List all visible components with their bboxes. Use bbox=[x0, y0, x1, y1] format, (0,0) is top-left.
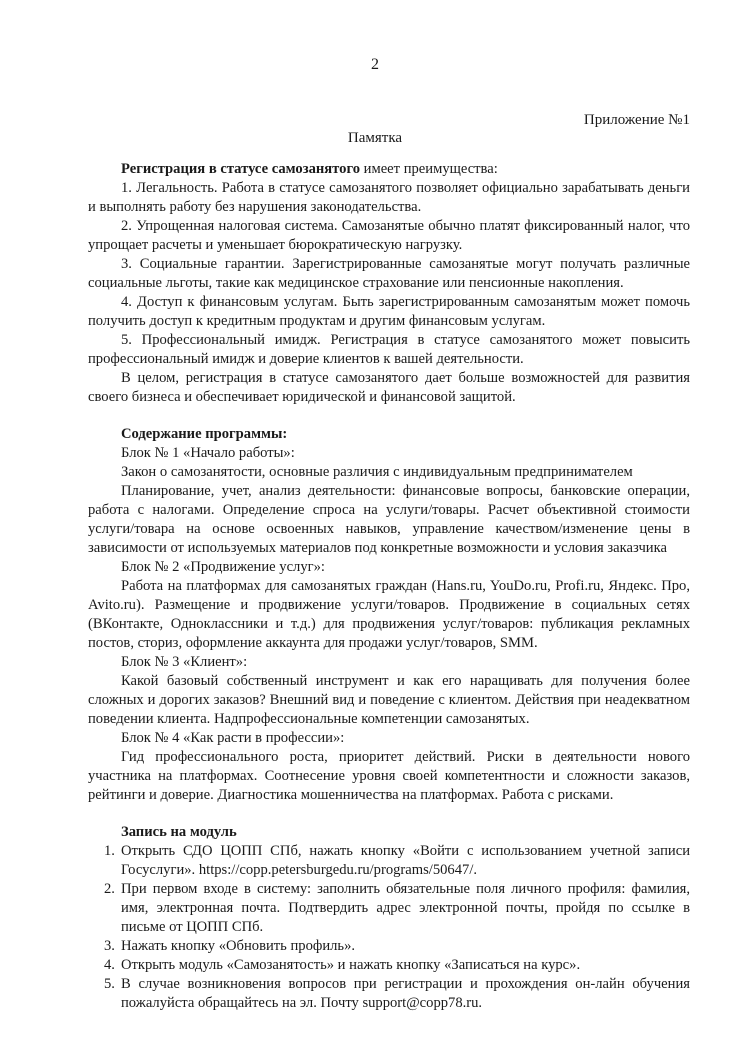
spacer bbox=[88, 407, 690, 425]
spacer bbox=[88, 805, 690, 823]
block-paragraph: Закон о самозанятости, основные различия с индивидуальным предпринимателем bbox=[121, 464, 633, 480]
intro-line bbox=[88, 160, 690, 179]
enrollment-step bbox=[104, 937, 690, 956]
step-text: При первом входе в систему: заполнить обязательные поля личного профиля: фамилия, имя, электронная почта. Подтвердить адрес электронной почты, пройдя по ссылке в письме от ЦОПП СПб. bbox=[121, 881, 690, 935]
advantage-item: 2. Упрощенная налоговая система. Самозанятые обычно платят фиксированный налог, что упрощает расчеты и уменьшает бюрократическую нагрузку. bbox=[88, 218, 690, 253]
step-number: 3. bbox=[104, 938, 115, 954]
step-text: В случае возникновения вопросов при регистрации и прохождения он-лайн обучения пожалуйста обращайтесь на эл. Почту support@copp78.ru. bbox=[121, 976, 690, 1011]
step-number: 2. bbox=[104, 881, 115, 897]
block-paragraph: Какой базовый собственный инструмент и как его наращивать для получения более сложных и дорогих заказов? Внешний вид и поведение с клиентом. Действия при неадекватном поведении клиента. Надпрофессиональные компетенции самозанятых. bbox=[88, 673, 690, 727]
intro-lead-rest: имеет преимущества: bbox=[360, 161, 498, 177]
step-number: 5. bbox=[104, 976, 115, 992]
page-number: 2 bbox=[371, 56, 379, 73]
block-title: Блок № 3 «Клиент»: bbox=[121, 654, 248, 670]
program-heading bbox=[88, 425, 690, 444]
enrollment-steps bbox=[88, 842, 690, 1013]
enrollment-step bbox=[104, 880, 690, 937]
block-title: Блок № 2 «Продвижение услуг»: bbox=[121, 559, 325, 575]
enrollment-step bbox=[104, 842, 690, 880]
block-title: Блок № 4 «Как расти в профессии»: bbox=[121, 730, 345, 746]
advantage-item: 1. Легальность. Работа в статусе самозанятого позволяет официально зарабатывать деньги и выполнять работу без нарушения законодательства. bbox=[88, 180, 690, 215]
step-text: Открыть СДО ЦОПП СПб, нажать кнопку «Войти с использованием учетной записи Госуслуги». https://copp.petersburgedu.ru/programs/50647/. bbox=[121, 843, 690, 878]
step-number: 4. bbox=[104, 957, 115, 973]
enrollment-step bbox=[104, 975, 690, 1013]
advantage-item: 3. Социальные гарантии. Зарегистрированные самозанятые могут получать различные социальные льготы, такие как медицинское страхование или пенсионные накопления. bbox=[88, 256, 690, 291]
memo-title: Памятка bbox=[347, 130, 403, 146]
step-number: 1. bbox=[104, 843, 115, 859]
advantage-item: 5. Профессиональный имидж. Регистрация в статусе самозанятого может повысить профессиональный имидж и доверие клиентов к вашей деятельности. bbox=[88, 332, 690, 367]
document-body bbox=[88, 160, 690, 1013]
enrollment-heading bbox=[88, 823, 690, 842]
block-paragraph: Гид профессионального роста, приоритет действий. Риски в деятельности нового участника на платформах. Соотнесение уровня своей компетентности и сложности заказов, рейтинги и доверие. Диагностика мошенничества на платформах. Работа с рисками. bbox=[88, 749, 690, 803]
block-paragraph: Работа на платформах для самозанятых граждан (Hans.ru, YouDo.ru, Profi.ru, Яндекс. Про, Avito.ru). Размещение и продвижение услуги/товаров. Продвижение в социальных сетях (ВКонтакте, Одноклассники и т.д.) для продвижения услуг/товаров: публикация рекламных постов, сториз, оформление аккаунта для продажи услуг/товаров, SMM. bbox=[88, 578, 690, 651]
intro-lead-bold: Регистрация в статусе самозанятого bbox=[121, 161, 361, 177]
enrollment-heading-text: Запись на модуль bbox=[121, 824, 237, 840]
appendix-label: Приложение №1 bbox=[583, 112, 690, 128]
step-text: Открыть модуль «Самозанятость» и нажать кнопку «Записаться на курс». bbox=[121, 957, 581, 973]
advantage-item: 4. Доступ к финансовым услугам. Быть зарегистрированным самозанятым может помочь получить доступ к кредитным продуктам и другим финансовым услугам. bbox=[88, 294, 690, 329]
block-paragraph: Планирование, учет, анализ деятельности: финансовые вопросы, банковские операции, работа с налогами. Определение спроса на услуги/товары. Расчет объективной стоимости услуги/товара на основе освоенных навыков, управление качеством/изменение цены в зависимости от используемых материалов под конкретные возможности и условия заказчика bbox=[88, 483, 690, 556]
step-text: Нажать кнопку «Обновить профиль». bbox=[121, 938, 356, 954]
block-title: Блок № 1 «Начало работы»: bbox=[121, 445, 295, 461]
program-heading-text: Содержание программы: bbox=[121, 426, 288, 442]
conclusion-paragraph: В целом, регистрация в статусе самозанятого дает больше возможностей для развития своего бизнеса и обеспечивает юридической и финансовой защитой. bbox=[88, 370, 690, 405]
enrollment-step bbox=[104, 956, 690, 975]
